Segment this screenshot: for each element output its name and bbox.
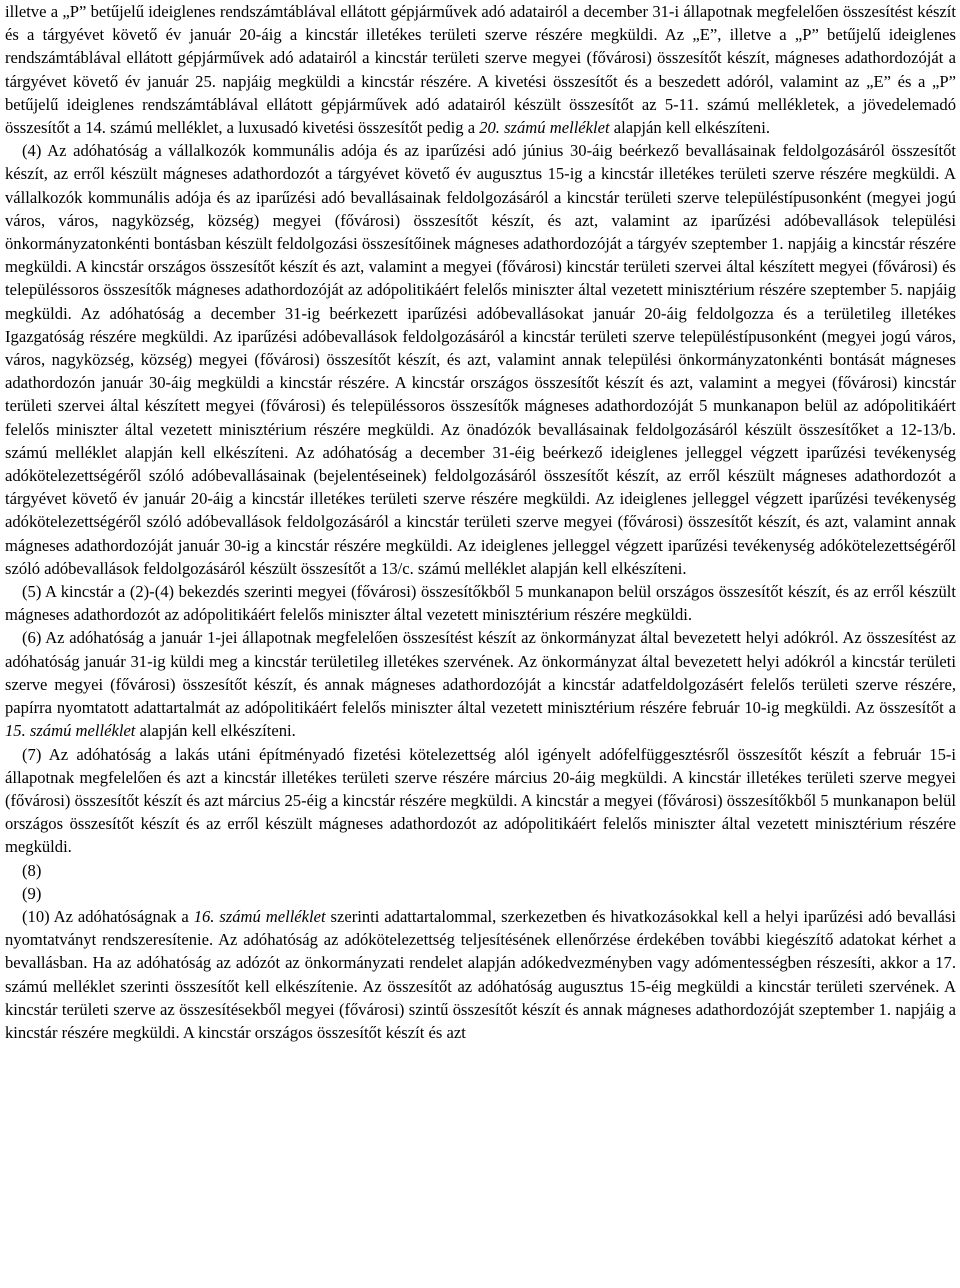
italic-reference: 15. számú melléklet xyxy=(5,721,136,741)
text-segment: (10) Az adóhatóságnak a xyxy=(22,906,194,926)
paragraph-p7 xyxy=(5,743,956,859)
paragraph-p8 xyxy=(5,859,956,882)
text-segment: (8) xyxy=(22,860,42,880)
italic-reference: 16. számú melléklet xyxy=(193,906,326,926)
paragraph-p5 xyxy=(5,580,956,626)
document-body xyxy=(5,0,956,1044)
text-segment: illetve a „P” betűjelű ideiglenes rendszámtáblával ellátott gépjárművek adó adatairól a december 31-i állapotnak megfelelően összesítést készít és a tárgyévet követő év január 20-áig a kincstár illetékes területi szerve részére megküldi. Az „E”, illetve a „P” betűjelű ideiglenes rendszámtáblával ellátott gépjárművek adó adatairól a kincstár területi szerve megyei (fővárosi) összesítőt készít, mágneses adathordozóját a tárgyévet követő év január 25. napjáig megküldi a kincstár részére. A kivetési összesítőt és a beszedett adóról, valamint az „E” és a „P” betűjelű ideiglenes rendszámtáblával ellátott gépjárművek adó adatairól készült összesítőt az 5-11. számú mellékletek, a jövedelemadó összesítőt a 14. számú melléklet, a luxusadó kivetési összesítőt pedig a xyxy=(5,2,956,138)
text-segment: (7) Az adóhatóság a lakás utáni építményadó fizetési kötelezettség alól igényelt adófelfüggesztésről összesítőt készít a február 15-i állapotnak megfelelően és azt a kincstár illetékes területi szerve részére március 20-áig megküldi. A kincstár illetékes területi szerve megyei (fővárosi) összesítőt készít és azt március 25-éig a kincstár részére megküldi. A kincstár a megyei (fővárosi) összesítőkből 5 munkanapon belül országos összesítőt készít és az erről készült mágneses adathordozót az adópolitikáért felelős miniszter által vezetett minisztérium részére megküldi. xyxy=(5,744,956,857)
text-segment: (5) A kincstár a (2)-(4) bekezdés szerinti megyei (fővárosi) összesítőkből 5 munkanapon belül országos összesítőt készít, és az erről készült mágneses adathordozót az adópolitikáért felelős miniszter által vezetett minisztérium részére megküldi. xyxy=(5,582,956,625)
text-segment: alapján kell elkészíteni. xyxy=(609,118,770,138)
paragraph-p6 xyxy=(5,626,956,742)
paragraph-p3-cont xyxy=(5,0,956,139)
text-segment: szerinti adattartalommal, szerkezetben és hivatkozásokkal kell a helyi iparűzési adó bevallási nyomtatványt rendszeresítenie. Az adóhatóság az adókötelezettség teljesítésének ellenőrzése érdekében további kiegészítő adatokat kérhet a bevallásban. Ha az adóhatóság az adózót az önkormányzati rendelet alapján adókedvezményben vagy adómentességben részesíti, akkor a 17. számú melléklet szerinti összesítőt kell elkészítenie. Az összesítőt az adóhatóság augusztus 15-éig megküldi a kincstár területi szervének. A kincstár területi szerve az összesítésekből megyei (fővárosi) szintű összesítőt készít és annak mágneses adathordozóját szeptember 1. napjáig a kincstár részére megküldi. A kincstár országos összesítőt készít és azt xyxy=(5,906,956,1042)
paragraph-p9 xyxy=(5,882,956,905)
italic-reference: 20. számú melléklet xyxy=(479,118,610,138)
text-segment: (9) xyxy=(22,883,42,903)
paragraph-p10 xyxy=(5,905,956,1044)
text-segment: (4) Az adóhatóság a vállalkozók kommunális adója és az iparűzési adó június 30-áig beérkező bevallásainak feldolgozásáról összesítőt készít, az erről készült mágneses adathordozót a tárgyévet követő év augusztus 15-ig a kincstár illetékes területi szerve részére megküldi. A vállalkozók kommunális adója és az iparűzési adó bevallásainak feldolgozásáról a kincstár területi szerve településtípusonként (megyei jogú város, város, nagyközség, község) megyei (fővárosi) összesítőt készít, és azt, valamint az iparűzési adóbevallások települési önkormányzatonkénti bontásban készült feldolgozási összesítőinek mágneses adathordozóját a tárgyév szeptember 1. napjáig a kincstár részére megküldi. A kincstár országos összesítőt készít és azt, valamint a megyei (fővárosi) kincstár területi szervei által készített megyei (fővárosi) és településsoros összesítők mágneses adathordozóját az adópolitikáért felelős miniszter által vezetett minisztérium részére szeptember 5. napjáig megküldi. Az adóhatóság a december 31-ig beérkezett iparűzési adóbevallásokat január 20-áig feldolgozza és a területileg illetékes Igazgatóság részére megküldi. Az iparűzési adóbevallások feldolgozásáról a kincstár területi szerve településtípusonként (megyei jogú város, város, nagyközség, község) megyei (fővárosi) összesítőt készít, és azt, valamint annak települési önkormányzatonkénti bontását mágneses adathordozón január 30-áig megküldi a kincstár részére. A kincstár országos összesítőt készít és azt, valamint a megyei (fővárosi) kincstár területi szervei által készített megyei (fővárosi) és településsoros összesítők mágneses adathordozóját 5 munkanapon belül az adópolitikáért felelős miniszter által vezetett minisztérium részére megküldi. Az önadózók bevallásainak feldolgozásáról készült összesítőket a 12-13/b. számú melléklet alapján kell elkészíteni. Az adóhatóság a december 31-éig beérkező ideiglenes jelleggel végzett iparűzési tevékenység adókötelezettségéről szóló adóbevallásainak (bejelentéseinek) feldolgozásáról összesítőt készít, az erről készült mágneses adathordozót a tárgyévet követő év január 20-áig a kincstár illetékes területi szerve részére megküldi. Az ideiglenes jelleggel végzett iparűzési tevékenység adókötelezettségéről szóló adóbevallások feldolgozásáról a kincstár területi szerve megyei (fővárosi) összesítőt készít, és azt, valamint annak mágneses adathordozóját január 30-ig a kincstár részére megküldi. Az ideiglenes jelleggel végzett iparűzési tevékenység adókötelezettségéről szóló adóbevallások feldolgozásáról készült összesítőt a 13/c. számú melléklet alapján kell elkészíteni. xyxy=(5,141,956,578)
paragraph-p4 xyxy=(5,139,956,580)
text-segment: alapján kell elkészíteni. xyxy=(135,721,296,741)
text-segment: (6) Az adóhatóság a január 1-jei állapotnak megfelelően összesítést készít az önkormányzat által bevezetett helyi adókról. Az összesítést az adóhatóság január 31-ig küldi meg a kincstár területileg illetékes szervének. Az önkormányzat által bevezetett helyi adókról a kincstár területi szerve megyei (fővárosi) összesítőt készít, és annak mágneses adathordozóját a kincstár adatfeldolgozásért felelős területi szerve részére, papírra nyomtatott adattartalmát az adópolitikáért felelős miniszter által vezetett minisztérium részére február 10-ig megküldi. Az összesítőt a xyxy=(5,628,956,718)
